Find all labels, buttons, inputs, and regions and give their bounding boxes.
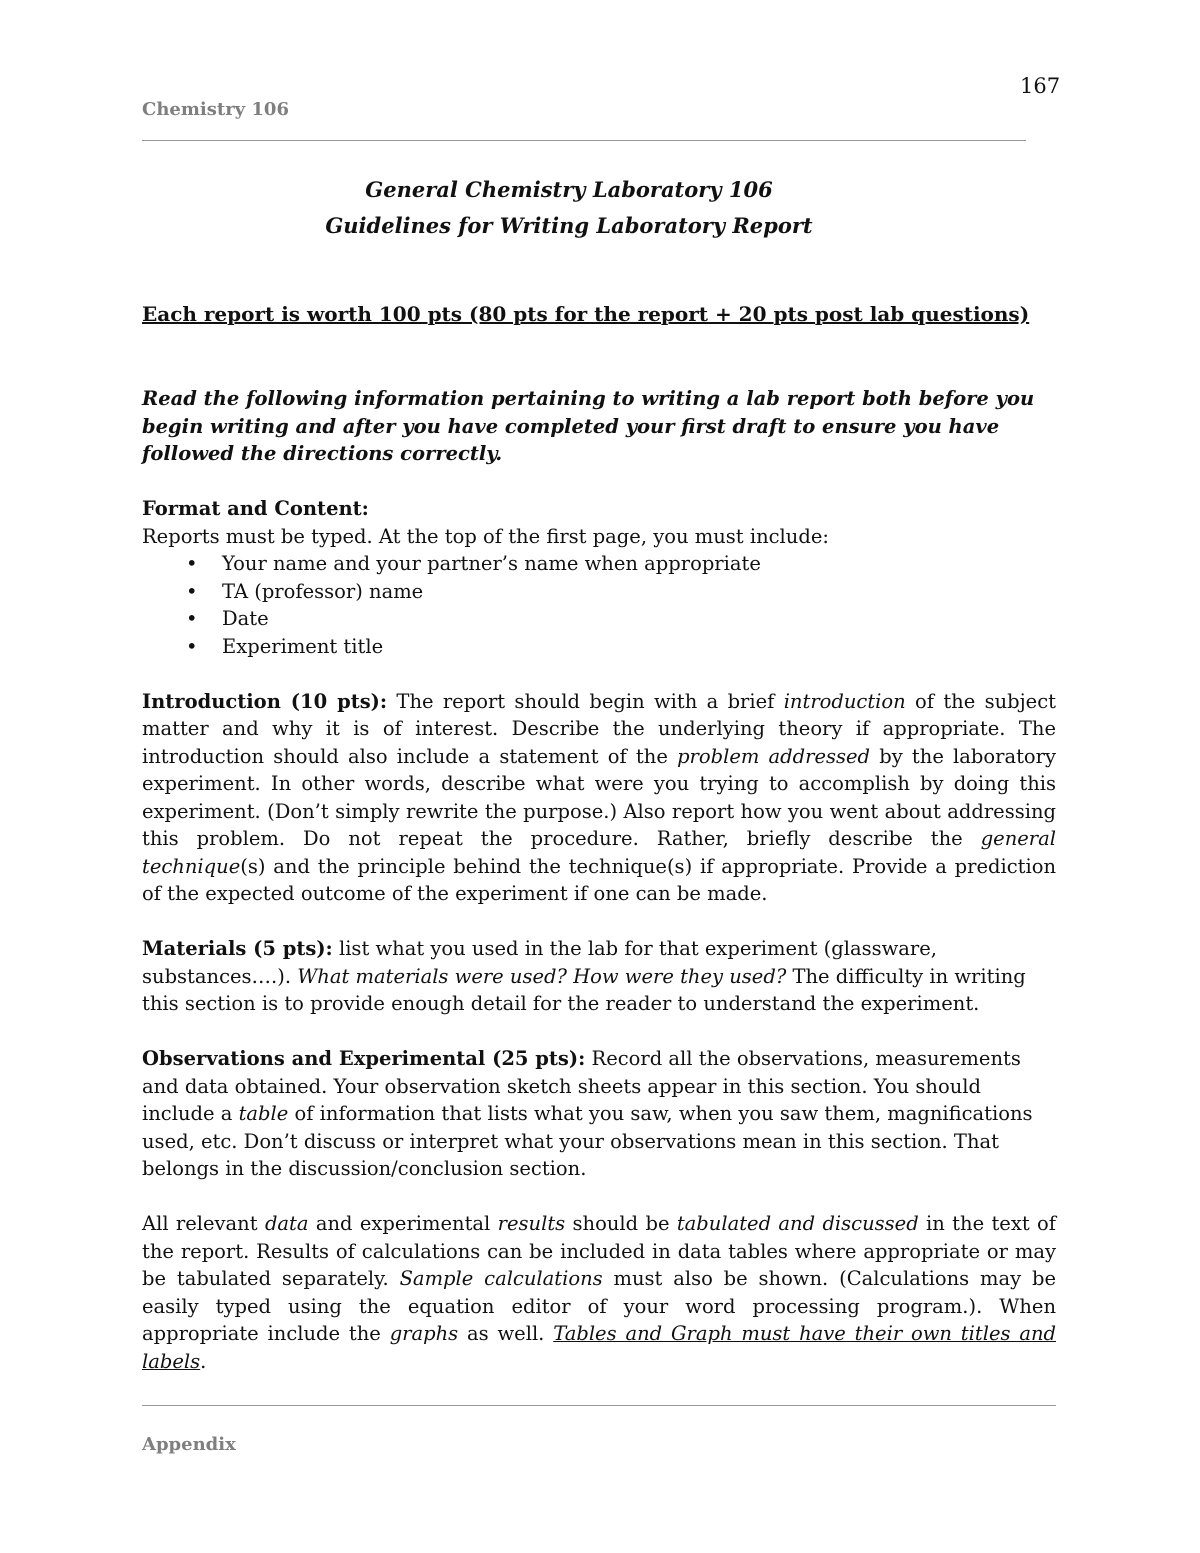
list-item: • Experiment title bbox=[142, 633, 1056, 661]
format-heading: Format and Content: bbox=[142, 497, 369, 520]
bullet: • bbox=[186, 579, 198, 603]
list-item: • TA (professor) name bbox=[142, 578, 1056, 606]
tables-graph-note: Tables and Graph must have their own titles and labels bbox=[142, 1322, 1056, 1373]
footer-label: Appendix bbox=[142, 1434, 236, 1455]
materials-heading: Materials (5 pts): bbox=[142, 937, 333, 960]
format-requirements-list bbox=[142, 550, 1056, 660]
report-worth-note: Each report is worth 100 pts (80 pts for the report + 20 pts post lab questions) bbox=[142, 302, 1030, 326]
header-divider bbox=[142, 140, 1026, 141]
document-title bbox=[142, 172, 1056, 244]
list-item: • Your name and your partner’s name when appropriate bbox=[142, 550, 1056, 578]
document-body bbox=[142, 385, 1056, 1375]
bullet: • bbox=[186, 552, 198, 575]
read-note: Read the following information pertaining to writing a lab report both before you begin writing and after you have completed your first draft to ensure you have followed the directions correctly. bbox=[142, 387, 1035, 465]
observations-heading: Observations and Experimental (25 pts): bbox=[142, 1047, 586, 1070]
materials-paragraph: Materials (5 pts): list what you used in the lab for that experiment (glassware, substances….). What materials were used? How were they used? The difficulty in writing this section is to provide enough detail for the reader to understand the experiment. bbox=[142, 937, 1026, 1015]
observations-paragraph: Observations and Experimental (25 pts): Record all the observations, measurements and data obtained. Your observation sketch sheets appear in this section. You should include a table of information that lists what you saw, when you saw them, magnifications used, etc. Don’t discuss or interpret what your observations mean in this section. That belongs in the discussion/conclusion section. bbox=[142, 1047, 1033, 1180]
page-number: 167 bbox=[1020, 74, 1061, 98]
bullet: • bbox=[186, 607, 198, 630]
footer-divider bbox=[142, 1405, 1056, 1406]
format-intro: Reports must be typed. At the top of the first page, you must include: bbox=[142, 524, 829, 548]
introduction-paragraph: Introduction (10 pts): The report should begin with a brief introduction of the subject matter and why it is of interest. Describe the underlying theory if appropriate. The introduction should also include a statement of the problem addressed by the laboratory experiment. In other words, describe what were you trying to accomplish by doing this experiment. (Don’t simply rewrite the purpose.) Also report how you went about addressing this problem. Do not repeat the procedure. Rather, briefly describe the general technique(s) and the principle behind the technique(s) if appropriate. Provide a prediction of the expected outcome of the experiment if one can be made. bbox=[142, 689, 1056, 905]
data-results-paragraph: All relevant data and experimental results should be tabulated and discussed in the text of the report. Results of calculations can be included in data tables where appropriate or may be tabulated separately. Sample calculations must also be shown. (Calculations may be easily typed using the equation editor of your word processing program.). When appropriate include the graphs as well. Tables and Graph must have their own titles and labels. bbox=[142, 1212, 1057, 1373]
title-line-2: Guidelines for Writing Laboratory Report bbox=[325, 213, 813, 238]
introduction-heading: Introduction (10 pts): bbox=[142, 689, 388, 713]
list-item: • Date bbox=[142, 605, 1056, 633]
bullet: • bbox=[186, 634, 198, 658]
title-line-1: General Chemistry Laboratory 106 bbox=[365, 177, 773, 202]
course-header: Chemistry 106 bbox=[142, 99, 289, 120]
